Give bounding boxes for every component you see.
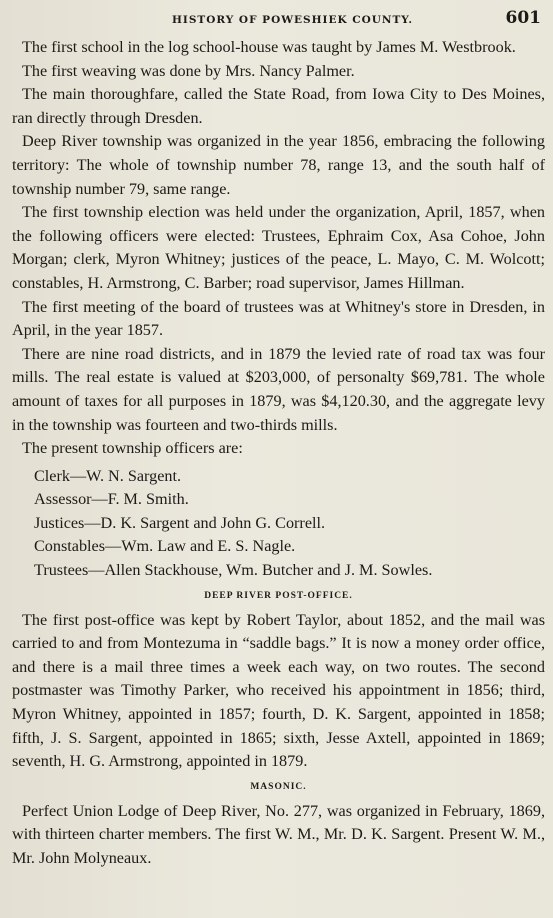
officer-clerk: Clerk—W. N. Sargent. (34, 466, 182, 485)
page-number: 601 (505, 8, 541, 28)
officer-justices: Justices—D. K. Sargent and John G. Correll. (34, 513, 326, 532)
paragraph-first-weaving: The first weaving was done by Mrs. Nancy Palmer. (22, 61, 355, 80)
masonic-heading: MASONIC. (250, 781, 307, 792)
officer-trustees: Trustees—Allen Stackhouse, Wm. Butcher and J. M. Sowles. (34, 561, 433, 580)
page-header (12, 6, 545, 36)
paragraph-state-road: The main thoroughfare, called the State Road, from Iowa City to Des Moines, ran directly through Dresden. (12, 85, 545, 127)
officer-constables: Constables—Wm. Law and E. S. Nagle. (34, 537, 296, 556)
paragraph-post-office: The first post-office was kept by Robert Taylor, about 1852, and the mail was carried to and from Montezuma in “saddle bags.” It is now a money order office, and there is a mail three times a week each way, on two routes. The second postmaster was Timothy Parker, who received his appointment in 1856; third, Myron Whitney, appointed in 1857; fourth, D. K. Sargent, appointed in 1858; fifth, J. S. Sargent, appointed in 1865; sixth, Jesse Axtell, appointed in 1869; seventh, H. G. Armstrong, appointed in 1879. (12, 610, 545, 771)
paragraph-first-school: The first school in the log school-house was taught by James M. Westbrook. (22, 38, 516, 56)
officers-list (12, 465, 545, 583)
paragraph-road-districts: There are nine road districts, and in 1879 the levied rate of road tax was four mills. The real estate is valued at $203,000, of personalty $69,781. The whole amount of taxes for all purposes in 1879, was $4,120.30, and the aggregate levy in the township was fourteen and two-thirds mills. (12, 344, 545, 434)
post-office-heading: DEEP RIVER POST-OFFICE. (204, 590, 353, 601)
paragraph-present-officers: The present township officers are: (22, 439, 243, 458)
paragraph-first-election: The first township election was held under the organization, April, 1857, when the following officers were elected: Trustees, Ephraim Cox, Asa Cohoe, John Morgan; clerk, Myron Whitney; justices of the peace, L. Mayo, C. M. Wolcott; constables, H. Armstrong, C. Barber; road supervisor, James Hillman. (12, 203, 545, 292)
paragraph-masonic: Perfect Union Lodge of Deep River, No. 277, was organized in February, 1869, with thirteen charter members. The first W. M., Mr. D. K. Sargent. Present W. M., Mr. John Molyneaux. (12, 801, 545, 867)
paragraph-township-organized: Deep River township was organized in the year 1856, embracing the following territory: The whole of township number 78, range 13, and the south half of township number 79, same range. (12, 132, 545, 198)
running-head: HISTORY OF POWESHIEK COUNTY. (172, 14, 414, 26)
officer-assessor: Assessor—F. M. Smith. (34, 490, 189, 509)
paragraph-first-meeting: The first meeting of the board of trustees was at Whitney's store in Dresden, in April, in the year 1857. (12, 297, 545, 340)
